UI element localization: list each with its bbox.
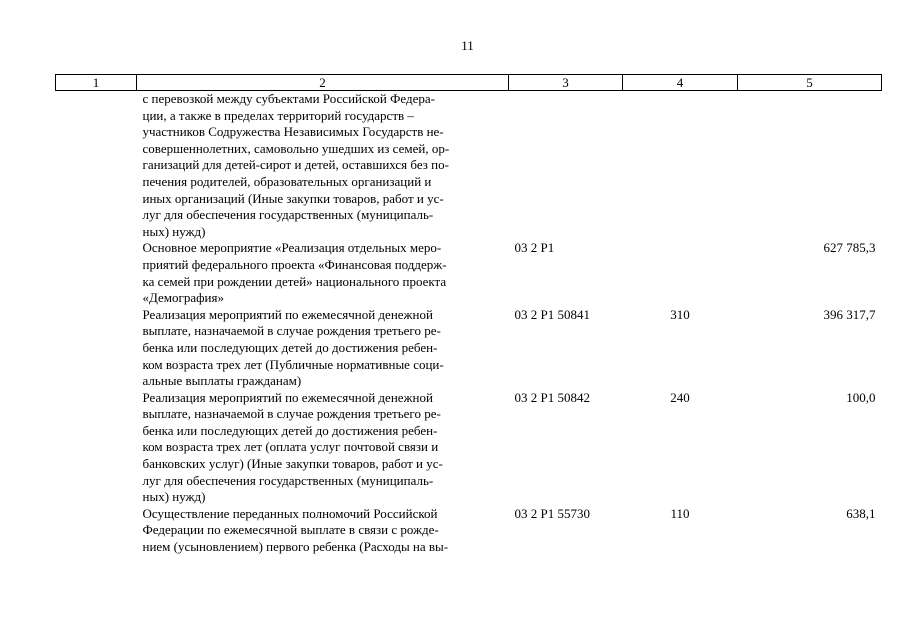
row-index-cell [56, 240, 137, 306]
header-row [56, 75, 882, 91]
item-name-line: печения родителей, образовательных организаций и [142, 173, 432, 189]
column-header-5: 5 [738, 75, 882, 91]
item-name-line: ных) нужд) [142, 223, 206, 239]
column-header-4: 4 [623, 75, 738, 91]
expense-type-cell: 310 [670, 306, 690, 322]
item-name-cell [137, 307, 509, 390]
table-body [56, 91, 882, 556]
item-name-line: Реализация мероприятий по ежемесячной денежной [142, 389, 433, 405]
item-name-line: луг для обеспечения государственных (муниципаль- [142, 207, 434, 223]
item-name-cell [137, 91, 509, 241]
item-name-line: нием (усыновлением) первого ребенка (Расходы на вы- [142, 539, 449, 555]
row-index-cell [56, 506, 137, 556]
expense-type-cell [623, 91, 738, 241]
expense-type-cell: 110 [670, 505, 690, 521]
item-name-line: ком возраста трех лет (оплата услуг почтовой связи и [142, 439, 439, 455]
column-header-3: 3 [509, 75, 623, 91]
target-article-cell: 03 2 P1 50842 [514, 389, 590, 405]
item-name-line: ции, а также в пределах территорий государств – [142, 107, 414, 123]
item-name-line: бенка или последующих детей до достижения ребен- [142, 339, 438, 355]
item-name-cell [137, 506, 509, 556]
table-row [56, 91, 882, 241]
item-name-line: альные выплаты гражданам) [142, 373, 302, 389]
item-name-line: ка семей при рождении детей» национального проекта [142, 273, 447, 289]
row-index-cell [56, 390, 137, 506]
item-name-line: приятий федерального проекта «Финансовая поддерж- [142, 256, 447, 272]
item-name-line: участников Содружества Независимых Государств не- [142, 124, 444, 140]
budget-table [55, 74, 882, 556]
item-name-line: Осуществление переданных полномочий Российской [142, 505, 438, 521]
item-name-line: с перевозкой между субъектами Российской Федера- [142, 91, 435, 106]
item-name-line: банковских услуг) (Иные закупки товаров, работ и ус- [142, 456, 443, 472]
target-article-cell: 03 2 P1 55730 [514, 505, 590, 521]
page-number: 11 [461, 38, 474, 53]
item-name-line: ганизаций для детей-сирот и детей, оставшихся без по- [142, 157, 449, 173]
item-name-line: луг для обеспечения государственных (муниципаль- [142, 472, 434, 488]
amount-cell: 396 317,7 [823, 306, 876, 322]
table-row [56, 240, 882, 306]
table-header [56, 75, 882, 91]
item-name-line: Реализация мероприятий по ежемесячной денежной [142, 306, 433, 322]
item-name-line: выплате, назначаемой в случае рождения третьего ре- [142, 323, 441, 339]
amount-cell: 100,0 [846, 389, 876, 405]
item-name-cell [137, 240, 509, 306]
item-name-line: иных организаций (Иные закупки товаров, работ и ус- [142, 190, 444, 206]
amount-cell: 638,1 [846, 505, 876, 521]
amount-cell [738, 91, 882, 241]
table-row [56, 390, 882, 506]
item-name-line: выплате, назначаемой в случае рождения третьего ре- [142, 406, 441, 422]
amount-cell: 627 785,3 [823, 240, 876, 256]
item-name-cell [137, 390, 509, 506]
row-index-cell [56, 307, 137, 390]
column-header-1: 1 [56, 75, 137, 91]
table-row [56, 307, 882, 390]
table-row [56, 506, 882, 556]
item-name-line: ком возраста трех лет (Публичные нормативные соци- [142, 356, 444, 372]
expense-type-cell: 240 [670, 389, 690, 405]
target-article-cell: 03 2 P1 [514, 240, 555, 256]
expense-type-cell [623, 240, 738, 306]
item-name-line: Федерации по ежемесячной выплате в связи с рожде- [142, 522, 439, 538]
row-index-cell [56, 91, 137, 241]
item-name-line: бенка или последующих детей до достижения ребен- [142, 422, 438, 438]
item-name-line: совершеннолетних, самовольно ушедших из семей, ор- [142, 140, 450, 156]
item-name-line: ных) нужд) [142, 489, 206, 505]
column-header-2: 2 [137, 75, 509, 91]
target-article-cell: 03 2 P1 50841 [514, 306, 590, 322]
item-name-line: Основное мероприятие «Реализация отдельных меро- [142, 240, 442, 256]
target-article-cell [509, 91, 623, 241]
item-name-line: «Демография» [142, 290, 224, 306]
